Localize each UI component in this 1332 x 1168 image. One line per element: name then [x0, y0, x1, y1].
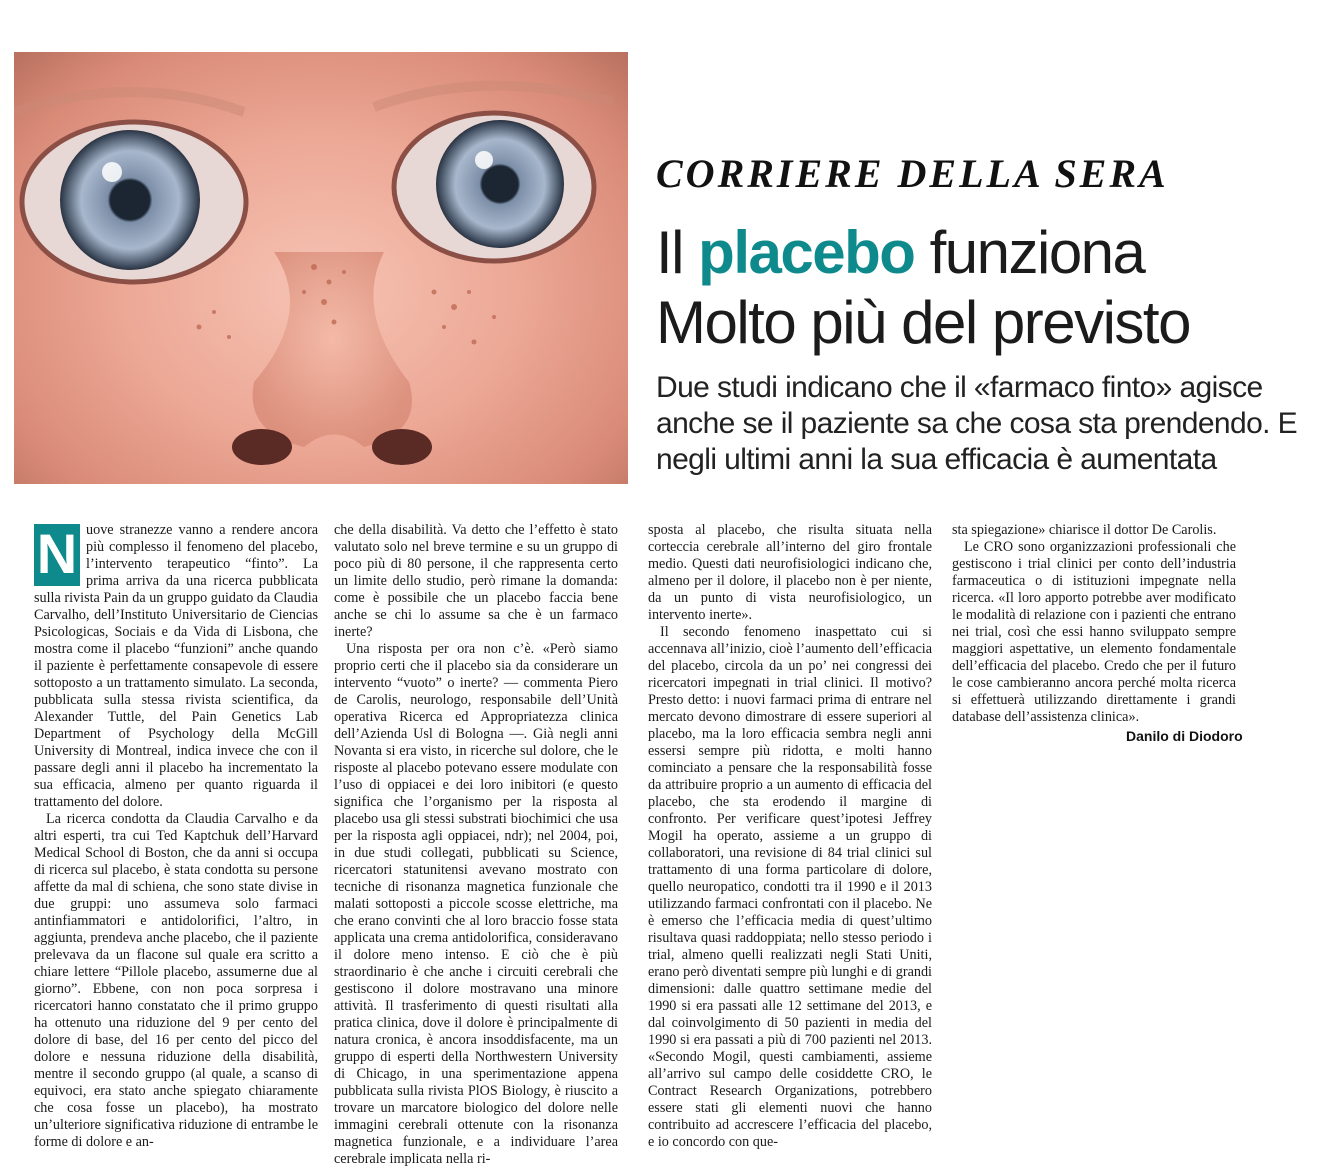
paragraph: che della disabilità. Va detto che l’effetto è stato valutato solo nel breve termine e su un gruppo di poco più di 80 persone, il che rappresenta certo un limite dello studio, però rimane la domanda: come è possibile che un placebo faccia bene anche se chi lo assume sa che è un farmaco inerte?	[334, 522, 618, 640]
paragraph: Il secondo fenomeno inaspettato cui si accennava all’inizio, cioè l’aumento dell’efficacia del placebo, circola da un po’ nei congressi dei ricercatori impegnati in trial clinici. Il motivo? Presto detto: i nuovi farmaci prima di entrare nel mercato devono dimostrare di essere superiori al placebo, ma la loro efficacia sembra negli anni essersi sempre più ridotta, e molti hanno cominciato a pensare che la responsabilità fosse da attribuire proprio a un aumento di efficacia del placebo, che sta erodendo il margine di confronto. Per verificare quest’ipotesi Jeffrey Mogil ha operato, assieme a un gruppo di collaboratori, una revisione di 84 trial clinici sul trattamento di una forma particolare di dolore, quello neuropatico, condotti tra il 1990 e il 2013 utilizzando farmaci confrontati con il placebo. Ne è emerso che l’efficacia media di quest’ultimo risultava quasi raddoppiata; nello stesso periodo i trial, almeno quelli realizzati negli Stati Uniti, erano però diventati sempre più lunghi e di grandi dimensioni: dalle quattro settimane medie del 1990 si era passati alle 12 settimane del 2013, e dal coinvolgimento di 50 pazienti in media del 1990 si era passati a più di 700 pazienti nel 2013. «Secondo Mogil, questi cambiamenti, assieme all’arrivo sul campo delle cosiddette CRO, le Contract Research Organizations, potrebbero essere stati gli elementi nuovi che hanno contribuito ad accrescere l’efficacia del placebo, e io concordo con que-	[648, 624, 932, 1150]
hero-photo-eyes	[14, 52, 628, 484]
author-signature: Danilo di Diodoro	[1126, 728, 1243, 744]
article-column-4	[952, 522, 1236, 726]
article-column-3	[648, 522, 932, 1151]
paragraph: Le CRO sono organizzazioni professionali che gestiscono i trial clinici per conto dell’industria farmaceutica o di istituzioni impegnate nella ricerca. «Il loro apporto potrebbe aver modificato le modalità di relazione con i pazienti che entrano nei trial, così che essi hanno sviluppato sempre maggiori aspettative, un elemento fondamentale dell’efficacia del placebo. Credo che per il futuro le cose cambieranno ancora perché molta ricerca si effettuerà utilizzando direttamente i grandi database dell’assistenza clinica».	[952, 539, 1236, 725]
paragraph: Una risposta per ora non c’è. «Però siamo proprio certi che il placebo sia da considerare un intervento “vuoto” o inerte? — commenta Piero de Carolis, neurologo, responsabile dell’Unità operativa Ricerca ed Appropriatezza clinica dell’Azienda Usl di Bologna —. Già negli anni Novanta si era visto, in ricerche sul dolore, che le risposte al placebo potevano essere modulate con l’uso di oppiacei e dei loro inibitori (e questo significa che l’organismo per la risposta al placebo usa gli stessi substrati biochimici che usa per la risposta agli oppiacei, ndr); nel 2004, poi, in due studi collegati, pubblicati su Science, ricercatori statunitensi avevano mostrato con tecniche di risonanza magnetica funzionale che malati sottoposti a piccole scosse elettriche, ma che erano convinti che al loro braccio fosse stata applicata una crema antidolorifica, consideravano il dolore meno intenso. E ciò che è più straordinario è che anche i circuiti cerebrali che gestiscono il dolore mostravano una minore attività. Il trasferimento di questi risultati alla pratica clinica, dove il dolore è principalmente di natura cronica, è ancora insoddisfacente, ma un gruppo di esperti della Northwestern University di Chicago, in una sperimentazione appena pubblicata sulla rivista PlOS Biology, è riuscito a trovare un marcatore biologico del dolore nelle immagini cerebrali ottenute con la risonanza magnetica funzionale, e a individuare l’area cerebrale implicata nella ri-	[334, 641, 618, 1167]
paragraph: sta spiegazione» chiarisce il dottor De Carolis.	[952, 522, 1217, 538]
article-subhead: Due studi indicano che il «farmaco finto» agisce anche se il paziente sa che cosa sta prendendo. E negli ultimi anni la sua efficacia è aumentata	[656, 371, 1298, 476]
paragraph	[34, 522, 318, 811]
headline-text-after: funziona	[914, 219, 1145, 286]
headline-line-2: Molto più del previsto	[656, 289, 1190, 356]
headline-highlight: placebo	[698, 219, 915, 286]
article-column-2	[334, 522, 618, 1168]
headline-text-before: Il	[656, 219, 699, 286]
article-headline	[656, 218, 1316, 358]
paragraph: La ricerca condotta da Claudia Carvalho e da altri esperti, tra cui Ted Kaptchuk dell’Harvard Medical School di Boston, che da anni si occupa di ricerca sul placebo, è stata condotta su persone affette da mal di schiena, che sono state divise in due gruppi: uno assumeva solo farmaci antinfiammatori e antidolorifici, l’altro, in aggiunta, prendeva anche placebo, che il paziente prelevava da un flacone sul quale era scritto a chiare lettere “Pillole placebo, assumerne due al giorno”. Ebbene, con non poca sorpresa i ricercatori hanno constatato che il primo gruppo ha ottenuto una riduzione del 9 per cento del dolore di base, del 16 per cento del picco del dolore e nessuna riduzione della disabilità, mentre il secondo gruppo (al quale, a scanso di equivoci, era stato anche spiegato chiaramente che cosa fosse un placebo), ha mostrato un’ulteriore significativa riduzione di entrambe le forme di dolore e an-	[34, 811, 318, 1150]
newspaper-masthead: CORRIERE DELLA SERA	[656, 151, 1169, 196]
face-illustration	[14, 52, 628, 484]
drop-cap: N	[34, 524, 80, 586]
paragraph: sposta al placebo, che risulta situata nella corteccia cerebrale all’interno del giro frontale medio. Questi dati neurofisiologici indicano che, almeno per il dolore, il placebo non è per niente, da un punto di vista neurofisiologico, un intervento inerte».	[648, 522, 932, 623]
headline-line-1	[656, 218, 1316, 288]
paragraph-text: uove stranezze vanno a rendere ancora più complesso il fenomeno del placebo, l’intervento terapeutico “finto”. La prima arriva da una ricerca pubblicata sulla rivista Pain da un gruppo guidato da Claudia Carvalho, dell’Instituto Universitario de Ciencias Psicologicas, Sociais e da Vida di Lisbona, che mostra come il placebo “funzioni” anche quando il paziente è perfettamente consapevole di essere sottoposto a un trattamento simulato. La seconda, pubblicata sulla stessa rivista scientifica, da Alexander Tuttle, del Pain Genetics Lab Department of Psychology della McGill University di Montreal, indica invece che con il passare degli anni il placebo ha incrementato la sua efficacia, almeno per quanto riguarda il trattamento del dolore.	[34, 522, 318, 810]
article-column-1	[34, 522, 318, 1151]
